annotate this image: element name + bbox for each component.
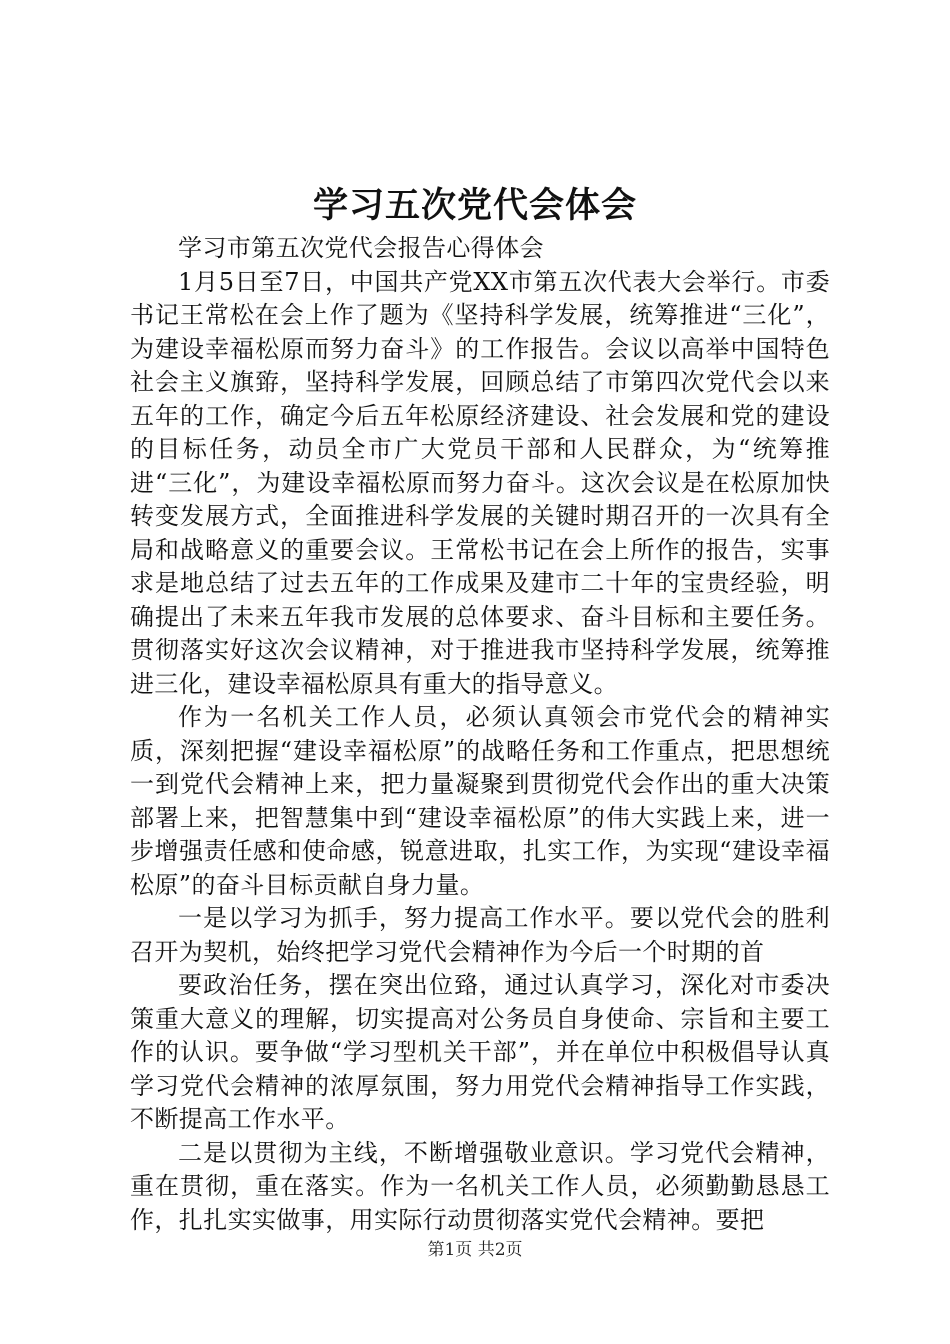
- body-paragraph: 一是以学习为抓手，努力提高工作水平。要以党代会的胜利召开为契机，始终把学习党代会精神作为今后一个时期的首: [130, 904, 830, 966]
- body-paragraph: 1月5日至7日，中国共产党XX市第五次代表大会举行。市委书记王常松在会上作了题为《坚持科学发展，统筹推进“三化”，为建设幸福松原而努力奋斗》的工作报告。会议以高举中国特色社会主义旗臶，坚持科学发展，回顾总结了市第四次党代会以来五年的工作，确定今后五年松原经济建设、社会发展和党的建设的目标任务，动员全市广大党员干部和人民群众，为“统筹推进“三化”，为建设幸福松原而努力奋斗。这次会议是在松原加快转变发展方式，全面推进科学发展的关键时期召开的一次具有全局和战略意义的重要会议。王常松书记在会上所作的报告，实事求是地总结了过去五年的工作成果及建市二十年的宝贵经验，明确提出了未来五年我市发展的总体要求、奋斗目标和主要任务。贯彻落实好这次会议精神，对于推进我市坚持科学发展，统筹推进三化，建设幸福松原具有重大的指导意义。: [130, 267, 830, 698]
- page-number-footer: 第1页 共2页: [427, 1240, 523, 1260]
- body-paragraph: 要政治任务，摆在突出位臵，通过认真学习，深化对市委决策重大意义的理解，切实提高对公务员自身使命、宗旨和主要工作的认识。要争做“学习型机关干部”，并在单位中积极倡导认真学习党代会精神的浓厚氛围，努力用党代会精神指导工作实践，不断提高工作水平。: [130, 971, 830, 1133]
- subtitle-paragraph: 学习市第五次党代会报告心得体会: [178, 234, 544, 262]
- body-paragraph: 作为一名机关工作人员，必须认真领会市党代会的精神实质，深刻把握“建设幸福松原”的战略任务和工作重点，把思想统一到党代会精神上来，把力量凝聚到贯彻党代会作出的重大决策部署上来，把智慧集中到“建设幸福松原”的伟大实践上来，进一步增强责任感和使命感，锐意进取，扎实工作，为实现“建设幸福松原”的奋斗目标贡献自身力量。: [130, 703, 830, 899]
- body-paragraph: 二是以贯彻为主线，不断增强敬业意识。学习党代会精神，重在贯彻，重在落实。作为一名机关工作人员，必须勤勤恳恳工作，扎扎实实做事，用实际行动贯彻落实党代会精神。要把: [130, 1138, 830, 1234]
- document-title: 学习五次党代会体会: [312, 185, 637, 226]
- document-body: [130, 232, 830, 1237]
